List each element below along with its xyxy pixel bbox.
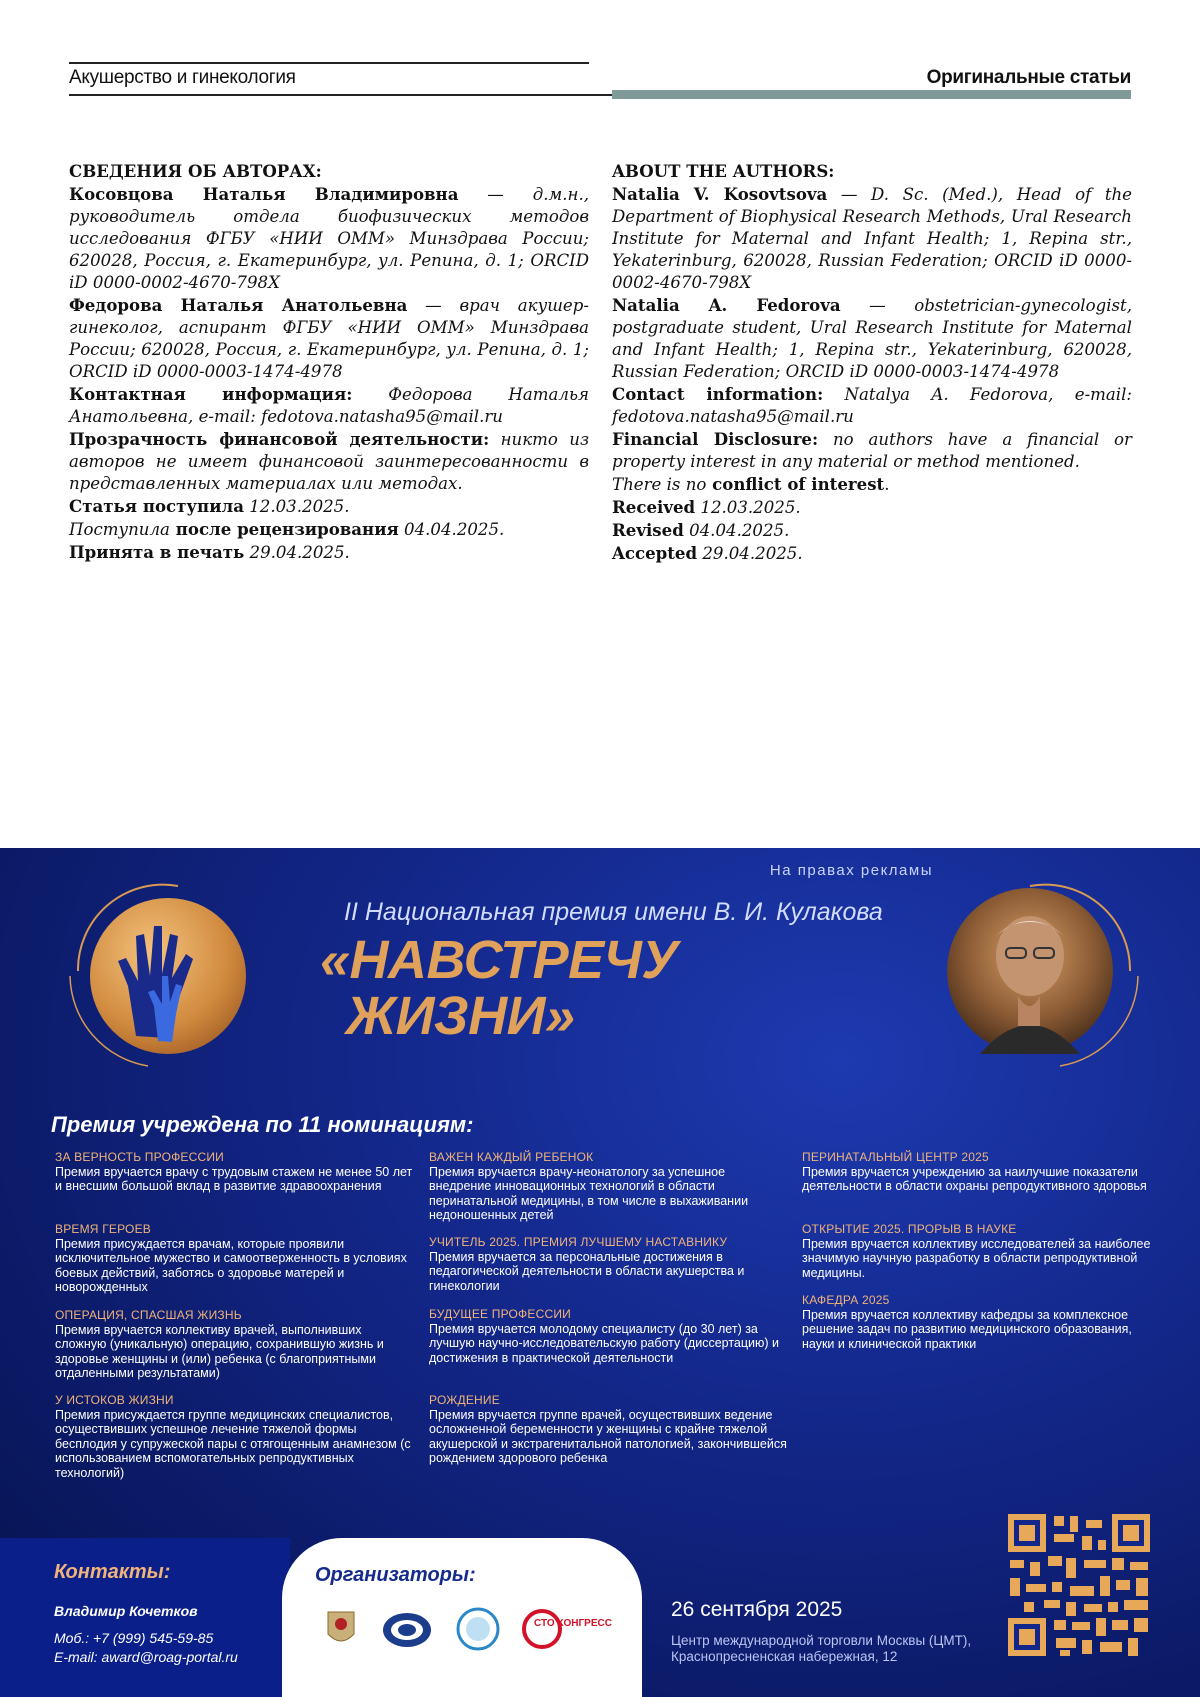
journal-section-title: Акушерство и гинекология [69, 67, 296, 88]
contact-label-ru: Контактная информация: [69, 384, 353, 404]
nomination-desc: Премия вручается коллективу врачей, выполнивших сложную (уникальную) операцию, сохранившую жизнь и здоровье женщины и (или) ребенка (с благоприятными отдаленными результатами) [55, 1322, 384, 1380]
nomination-item [802, 1222, 1162, 1280]
coi-pre-en: There is no [612, 475, 707, 494]
event-venue: Центр международной торговли Москвы (ЦМТ), Краснопресненская набережная, 12 [671, 1633, 972, 1664]
header-rule-top [69, 62, 589, 64]
award-title-line2: ЖИЗНИ» [346, 986, 575, 1046]
revised-label-ru: после рецензирования [169, 519, 399, 539]
event-date: 26 сентября 2025 [671, 1598, 843, 1621]
nomination-title: ОТКРЫТИЕ 2025. ПРОРЫВ В НАУКЕ [802, 1222, 1017, 1236]
accepted-date-ru: 29.04.2025. [244, 543, 350, 562]
contact-person: Владимир Кочетков [54, 1603, 198, 1619]
roag-logo-icon [383, 1613, 431, 1647]
authors-heading-en: ABOUT THE AUTHORS: [612, 161, 835, 181]
nomination-desc: Премия вручается молодому специалисту (до 30 лет) за лучшую научно-исследовательскую работу (диссертацию) и достижения в практической деятельности [429, 1321, 780, 1365]
nomination-item [429, 1150, 789, 1223]
nomination-title: КАФЕДРА 2025 [802, 1293, 890, 1307]
nomination-title: У ИСТОКОВ ЖИЗНИ [55, 1393, 174, 1407]
accepted-label-ru: Принята в печать [69, 542, 245, 562]
ministry-emblem-icon [328, 1612, 354, 1641]
author1-bio-en: — D. Sc. (Med.), Head of the Department of Biophysical Research Methods, Ural Research Institute for Maternal and Infant Health; 1, Repina str., Yekaterinburg, 620028, Russian Federation; ORCID iD 0000-0002-4670-798X [612, 185, 1132, 292]
revised-label-en: Revised [612, 520, 684, 540]
authors-heading-ru: СВЕДЕНИЯ ОБ АВТОРАХ: [69, 161, 322, 181]
authors-info-en [612, 160, 1132, 565]
received-label-en: Received [612, 497, 696, 517]
nomination-title: РОЖДЕНИЕ [429, 1393, 500, 1407]
nomination-item [802, 1150, 1162, 1194]
sto-congress-logo-icon [524, 1611, 612, 1647]
author2-name-en: Natalia A. Fedorova [612, 295, 841, 315]
author2-bio-ru: — врач акушер-гинеколог, аспирант ФГБУ «НИИ ОММ» Минздрава России; 620028, Россия, г. Екатеринбург, ул. Репина, д. 1; ORCID iD 0000-0003-1474-4978 [69, 296, 589, 381]
nominations-heading: Премия учреждена по 11 номинациям: [51, 1112, 474, 1137]
organizers-title: Организаторы: [315, 1564, 476, 1586]
nomination-item [429, 1307, 789, 1365]
received-label-ru: Статья поступила [69, 496, 244, 516]
nomination-item [55, 1222, 415, 1295]
nomination-title: ОПЕРАЦИЯ, СПАСШАЯ ЖИЗНЬ [55, 1308, 242, 1322]
financial-text-ru: никто из авторов не имеет финансовой заинтересованности в представленных материалах или методах. [69, 430, 589, 493]
nomination-item [429, 1393, 789, 1466]
author1-name-en: Natalia V. Kosovtsova [612, 184, 828, 204]
nomination-title: ЗА ВЕРНОСТЬ ПРОФЕССИИ [55, 1150, 225, 1164]
nomination-desc: Премия вручается врачу-неонатологу за успешное внедрение инновационных технологий в области перинатальной медицины, в том числе в выхаживании недоношенных детей [429, 1164, 749, 1222]
ad-disclaimer: На правах рекламы [769, 862, 933, 879]
revised-date-ru: 04.04.2025. [398, 520, 505, 539]
hand-emblem-logo [58, 866, 268, 1076]
authors-info-ru [69, 160, 589, 564]
nomination-title: ВРЕМЯ ГЕРОЕВ [55, 1222, 151, 1236]
header-accent-bar [612, 90, 1131, 99]
author2-name-ru: Федорова Наталья Анатольевна [69, 295, 408, 315]
contact-label-en: Contact information: [612, 384, 824, 404]
financial-label-en: Financial Disclosure: [612, 429, 819, 449]
coi-post-en: . [884, 475, 890, 494]
nomination-item [55, 1308, 415, 1381]
nomination-title: ПЕРИНАТАЛЬНЫЙ ЦЕНТР 2025 [802, 1150, 989, 1164]
sto-congress-logo-text: СТО КОНГРЕСС [534, 1618, 612, 1629]
nomination-item [55, 1393, 415, 1480]
nomination-desc: Премия присуждается врачам, которые проявили исключительное мужество и самоотверженность в условиях боевых действий, заботясь о здоровье матерей и новорожденных [55, 1236, 407, 1294]
award-advertisement [0, 848, 1200, 1697]
financial-text-en: no authors have a financial or property interest in any material or method mentioned. [612, 430, 1132, 471]
contact-text-en: Natalya A. Fedorova, e-mail: fedotova.natasha95@mail.ru [612, 385, 1133, 426]
author1-name-ru: Косовцова Наталья Владимировна [69, 184, 459, 204]
nomination-desc: Премия вручается коллективу исследователей за наиболее значимую научную разработку в области репродуктивной медицины. [802, 1236, 1151, 1280]
contact-text-ru: Федорова Наталья Анатольевна, e-mail: fedotova.natasha95@mail.ru [69, 385, 589, 426]
accepted-date-en: 29.04.2025. [697, 544, 803, 563]
revised-date-en: 04.04.2025. [683, 521, 790, 540]
award-title-line1: «НАВСТРЕЧУ [320, 930, 678, 990]
nomination-title: БУДУЩЕЕ ПРОФЕССИИ [429, 1307, 571, 1321]
contact-email[interactable]: E-mail: award@roag-portal.ru [54, 1649, 238, 1665]
contacts-title: Контакты: [54, 1561, 171, 1583]
financial-label-ru: Прозрачность финансовой деятельности: [69, 429, 490, 449]
author1-bio-ru: — д.м.н., руководитель отдела биофизических методов исследования ФГБУ «НИИ ОММ» Минздрава России; 620028, Россия, г. Екатеринбург, ул. Репина, д. 1; ORCID iD 0000-0002-4670-798X [69, 185, 589, 292]
contact-phone[interactable]: Моб.: +7 (999) 545-59-85 [54, 1630, 214, 1646]
society-logo-icon [458, 1609, 498, 1649]
organizer-logos [320, 1604, 620, 1654]
award-title [320, 932, 677, 1044]
article-category: Оригинальные статьи [926, 67, 1131, 88]
nomination-item [802, 1293, 1162, 1351]
coi-label-en: conflict of interest [706, 474, 885, 494]
nomination-desc: Премия вручается коллективу кафедры за комплексное решение задач по развитию медицинского образования, науки и клинической практики [802, 1307, 1132, 1351]
nomination-desc: Премия вручается за персональные достижения в педагогической деятельности в области акушерства и гинекологии [429, 1249, 745, 1293]
qr-code-icon[interactable] [1004, 1510, 1154, 1660]
nomination-item [429, 1235, 789, 1293]
nomination-desc: Премия вручается учреждению за наилучшие показатели деятельности в области охраны репродуктивного здоровья [802, 1164, 1147, 1193]
nomination-item [55, 1150, 415, 1194]
revised-pre-ru: Поступила [69, 520, 170, 539]
received-date-ru: 12.03.2025. [243, 497, 350, 516]
header-rule-bottom [69, 94, 612, 96]
kulakov-portrait [940, 866, 1150, 1076]
received-date-en: 12.03.2025. [695, 498, 801, 517]
nomination-desc: Премия присуждается группе медицинских специалистов, осуществивших успешное лечение тяжелой формы бесплодия у супружеской пары с отягощенным анамнезом (с использованием вспомогательных репродуктивных технологий) [55, 1407, 411, 1480]
nomination-title: УЧИТЕЛЬ 2025. ПРЕМИЯ ЛУЧШЕМУ НАСТАВНИКУ [429, 1235, 728, 1249]
nomination-desc: Премия вручается группе врачей, осуществивших ведение осложненной беременности у женщины с крайне тяжелой акушерской и экстрагенитальной патологией, закончившейся рождением здорового ребенка [429, 1407, 787, 1465]
author2-bio-en: — obstetrician-gynecologist, postgraduate student, Ural Research Institute for Maternal and Infant Health; 1, Repina str., Yekaterinburg, 620028, Russian Federation; ORCID iD 0000-0003-1474-4978 [612, 296, 1132, 381]
nomination-title: ВАЖЕН КАЖДЫЙ РЕБЕНОК [429, 1150, 594, 1164]
award-subtitle: II Национальная премия имени В. И. Кулакова [344, 898, 883, 926]
nomination-desc: Премия вручается врачу с трудовым стажем не менее 50 лет и внесшим большой вклад в развитие здравоохранения [55, 1164, 413, 1193]
accepted-label-en: Accepted [612, 543, 698, 563]
